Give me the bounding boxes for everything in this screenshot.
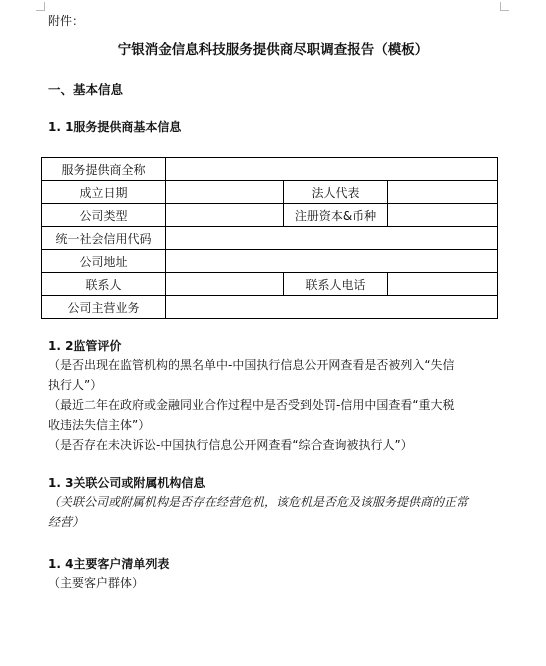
attachment-label: 附件：	[48, 14, 85, 28]
value-established-date[interactable]	[166, 181, 284, 204]
label-legal-rep: 法人代表	[284, 181, 388, 204]
subsection-heading-customers: 1. 4主要客户清单列表	[48, 557, 170, 571]
value-provider-name[interactable]	[166, 158, 498, 181]
document-title: 宁银消金信息科技服务提供商尽职调查报告（模板）	[117, 42, 429, 58]
subsection-heading-provider-info: 1. 1服务提供商基本信息	[48, 120, 182, 134]
customers-notes	[48, 573, 503, 593]
paragraph-line: （关联公司或附属机构是否存在经营危机，该危机是否危及该服务提供商的正常	[48, 495, 469, 509]
subsection-heading-affiliates: 1. 3关联公司或附属机构信息	[48, 476, 206, 490]
paragraph-line: （最近二年在政府或金融同业合作过程中是否受到处罚-信用中国查看“重大税	[48, 398, 455, 412]
label-address: 公司地址	[42, 250, 166, 273]
affiliates-notes	[48, 492, 503, 532]
regulatory-notes	[48, 355, 503, 455]
section-heading-basic-info: 一、基本信息	[48, 82, 124, 97]
label-contact: 联系人	[42, 273, 166, 296]
label-main-business: 公司主营业务	[42, 296, 166, 319]
value-contact-phone[interactable]	[388, 273, 498, 296]
value-registered-capital[interactable]	[388, 204, 498, 227]
value-company-type[interactable]	[166, 204, 284, 227]
label-company-type: 公司类型	[42, 204, 166, 227]
label-established-date: 成立日期	[42, 181, 166, 204]
table-row	[42, 204, 498, 227]
label-credit-code: 统一社会信用代码	[42, 227, 166, 250]
provider-info-table	[41, 157, 498, 319]
value-main-business[interactable]	[166, 296, 498, 319]
table-row	[42, 296, 498, 319]
paragraph-line: （主要客户群体）	[48, 576, 145, 590]
value-credit-code[interactable]	[166, 227, 498, 250]
label-provider-name: 服务提供商全称	[42, 158, 166, 181]
paragraph-line: （是否存在未决诉讼-中国执行信息公开网查看“综合查询被执行人”）	[48, 438, 413, 452]
paragraph-line: 收违法失信主体”）	[48, 418, 151, 432]
table-row	[42, 250, 498, 273]
paragraph-line: （是否出现在监管机构的黑名单中-中国执行信息公开网查看是否被列入“失信	[48, 358, 455, 372]
table-row	[42, 273, 498, 296]
value-contact[interactable]	[166, 273, 284, 296]
label-contact-phone: 联系人电话	[284, 273, 388, 296]
margin-corner-mark	[500, 2, 509, 11]
margin-corner-mark	[36, 2, 45, 11]
table-row	[42, 181, 498, 204]
table-row	[42, 227, 498, 250]
value-legal-rep[interactable]	[388, 181, 498, 204]
subsection-heading-regulatory: 1. 2监管评价	[48, 339, 122, 353]
paragraph-line: 执行人”）	[48, 378, 103, 392]
label-registered-capital: 注册资本&币种	[284, 204, 388, 227]
value-address[interactable]	[166, 250, 498, 273]
paragraph-line: 经营）	[48, 515, 85, 529]
table-row	[42, 158, 498, 181]
